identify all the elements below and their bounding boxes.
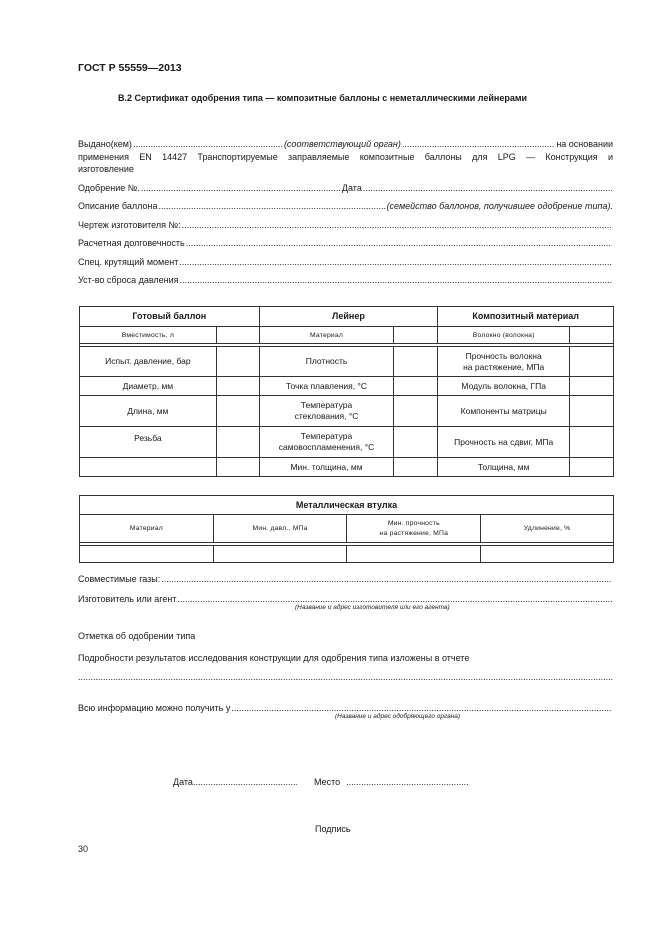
sign-date-label: Дата [173, 777, 193, 787]
sign-date-line [173, 777, 298, 787]
metal-boss-table [79, 495, 614, 563]
row-label: Диаметр, мм [80, 377, 217, 396]
value-cell [570, 458, 614, 477]
row-label: Плотность [259, 347, 394, 377]
value-cell [216, 396, 259, 427]
signature-label: Подпись [315, 824, 351, 834]
issued-line [78, 139, 613, 149]
lifetime-label: Расчетная долговечность [78, 238, 185, 248]
relief-device-line [78, 275, 613, 285]
issued-line-3: изготовление [78, 164, 134, 174]
cylinder-description-label: Описание баллона [78, 201, 158, 211]
row-label: Модуль волокна, ГПа [438, 377, 570, 396]
value-cell [80, 546, 214, 563]
row-label: Точка плавления, °С [259, 377, 394, 396]
value-cell [481, 546, 614, 563]
info-line [78, 703, 613, 713]
drawing-number-label: Чертеж изготовителя №: [78, 220, 181, 230]
value-cell [570, 327, 614, 344]
row-label: Испыт. давление, бар [80, 347, 217, 377]
gases-line [78, 574, 613, 584]
value-cell [394, 347, 438, 377]
approval-number-line [78, 183, 613, 193]
metal-boss-title: Металлическая втулка [80, 496, 614, 515]
relief-device-label: Уст-во сброса давления [78, 275, 179, 285]
subheader-material: Материал [259, 327, 394, 344]
drawing-number-line [78, 220, 613, 230]
section-title: В.2 Сертификат одобрения типа — композитные баллоны с неметаллическими лейнерами [118, 93, 528, 103]
value-cell [394, 327, 438, 344]
row-label: Компоненты матрицы [438, 396, 570, 427]
value-cell [216, 377, 259, 396]
subheader-capacity: Вместимость, л [80, 327, 217, 344]
col-material: Материал [80, 515, 214, 543]
cylinder-description-line [78, 201, 613, 211]
row-label: Толщина, мм [438, 458, 570, 477]
row-label: Мин. толщина, мм [259, 458, 394, 477]
value-cell [394, 377, 438, 396]
approval-number-label: Одобрение №. [78, 183, 140, 193]
value-cell [216, 347, 259, 377]
value-cell [347, 546, 481, 563]
row-label: Длина, мм [80, 396, 217, 427]
manufacturer-hint: (Название и адрес изготовителя или его агента) [295, 604, 450, 611]
subheader-fiber: Волокно (волокна) [438, 327, 570, 344]
specs-table [79, 306, 614, 477]
lifetime-line [78, 238, 613, 248]
standard-number: ГОСТ Р 55559—2013 [78, 62, 182, 74]
sign-place-label: Место [314, 777, 341, 787]
header-finished-cylinder: Готовый баллон [80, 307, 260, 327]
header-composite: Композитный материал [438, 307, 614, 327]
manufacturer-label: Изготовитель или агент [78, 594, 177, 604]
info-label: Всю информацию можно получить у [78, 703, 231, 713]
row-label [80, 458, 217, 477]
issued-basis: на основании [556, 139, 613, 149]
value-cell [570, 377, 614, 396]
value-cell [570, 347, 614, 377]
col-elongation: Удлинение, % [481, 515, 614, 543]
row-label: Прочность на сдвиг, МПа [438, 427, 570, 458]
approval-mark-label: Отметка об одобрении типа [78, 631, 196, 641]
authority-hint: (соответствующий орган) [283, 139, 401, 149]
details-label: Подробности результатов исследования конструкции для одобрения типа изложены в отчете [78, 653, 470, 663]
value-cell [394, 396, 438, 427]
col-min-pressure: Мин. давл., МПа [213, 515, 347, 543]
value-cell [216, 327, 259, 344]
page-number: 30 [78, 844, 89, 854]
row-label: Прочность волокна на растяжение, МПа [438, 347, 570, 377]
torque-line [78, 257, 613, 267]
issued-line-2: применения EN 14427 Транспортируемые заправляемые композитные баллоны для LPG — Конструкция и [78, 152, 613, 162]
value-cell [570, 427, 614, 458]
value-cell [394, 427, 438, 458]
torque-label: Спец. крутящий момент [78, 257, 179, 267]
row-label: Температура самовоспламенения, °С [259, 427, 394, 458]
value-cell [570, 396, 614, 427]
col-min-strength: Мин. прочность на растяжение, МПа [347, 515, 481, 543]
header-liner: Лейнер [259, 307, 438, 327]
value-cell [213, 546, 347, 563]
details-dotted-line [78, 672, 613, 682]
row-label: Резьба [80, 427, 217, 458]
value-cell [216, 458, 259, 477]
row-label: Температура стеклования, °С [259, 396, 394, 427]
value-cell [216, 427, 259, 458]
manufacturer-line [78, 594, 613, 604]
sign-place-line [314, 777, 469, 787]
value-cell [394, 458, 438, 477]
gases-label: Совместимые газы: [78, 574, 161, 584]
info-hint: (Название и адрес одобряющего органа) [335, 713, 461, 720]
issued-label: Выдано(кем) [78, 139, 132, 149]
approval-date-label: Дата [341, 183, 362, 193]
family-hint: (семейство баллонов, получившее одобрение типа). [386, 201, 613, 211]
